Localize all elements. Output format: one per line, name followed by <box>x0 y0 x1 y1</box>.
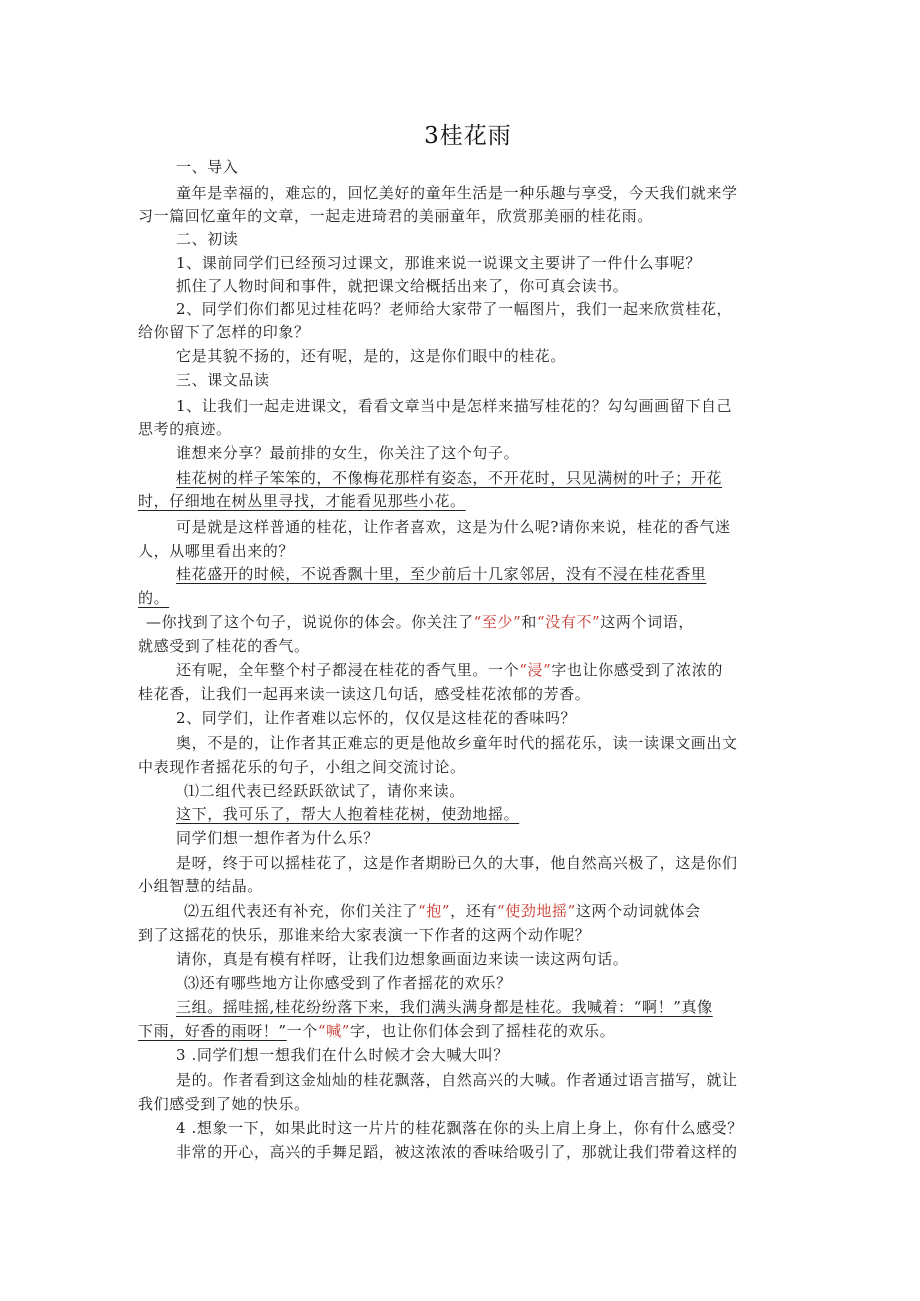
highlighted-word: “使劲地摇” <box>496 902 576 920</box>
text-segment: 字也让你感受到了浓浓的 <box>551 661 723 679</box>
highlighted-word: “没有不” <box>536 613 601 631</box>
quoted-sentence: 时，仔细地在树丛里寻找，才能看见那些小花。 <box>138 492 466 510</box>
paragraph-line: 中表现作者摇花乐的句子，小组之间交流讨论。 <box>138 758 466 776</box>
quoted-sentence: 桂花盛开的时候，不说香飘十里，至少前后十几家邻居，没有不浸在桂花香里 <box>176 565 707 583</box>
paragraph-line: 可是就是这样普通的桂花，让作者喜欢，这是为什么呢?请你来说，桂花的香气迷 <box>176 518 731 536</box>
text-segment: 一个 <box>286 1022 318 1040</box>
quoted-sentence: 桂花树的样子笨笨的，不像梅花那样有姿态，不开花时，只见满树的叶子；开花 <box>176 469 723 487</box>
highlighted-word: “抱” <box>418 902 451 920</box>
paragraph-line <box>146 612 694 632</box>
section-heading-text-reading: 三、课文品读 <box>176 371 270 389</box>
paragraph-line: 思考的痕迹。 <box>138 420 232 438</box>
paragraph-line: 非常的开心，高兴的手舞足蹈，被这浓浓的香味给吸引了，那就让我们带着这样的 <box>176 1143 738 1161</box>
paragraph-line: 3 .同学们想一想我们在什么时候才会大喊大叫？ <box>176 1046 509 1064</box>
section-heading-first-reading: 二、初读 <box>176 230 239 248</box>
quoted-sentence: 三组。摇哇摇,桂花纷纷落下来，我们满头满身都是桂花。我喊着：“啊！”真像 <box>176 998 713 1016</box>
paragraph-line: 童年是幸福的，难忘的，回忆美好的童年生活是一种乐趣与享受，今天我们就来学 <box>176 184 738 202</box>
quoted-sentence: 这下，我可乐了，帮大人抱着桂花树，使劲地摇。 <box>176 805 520 823</box>
paragraph-line: 请你，真是有模有样呀，让我们边想象画面边来读一读这两句话。 <box>176 950 629 968</box>
paragraph-line: 习一篇回忆童年的文章，一起走进琦君的美丽童年，欣赏那美丽的桂花雨。 <box>138 207 653 225</box>
highlighted-word: “浸” <box>519 661 552 679</box>
paragraph-line: 是的。作者看到这金灿灿的桂花飘落，自然高兴的大喊。作者通过语言描写，就让 <box>176 1071 738 1089</box>
paragraph-line: 2、同学们，让作者难以忘怀的，仅仅是这桂花的香味吗？ <box>176 709 577 727</box>
paragraph-line <box>176 660 723 680</box>
paragraph-line: 到了这摇花的快乐，那谁来给大家表演一下作者的这两个动作呢？ <box>138 926 591 944</box>
highlighted-word: “喊” <box>317 1022 351 1040</box>
text-segment: 和 <box>521 613 537 631</box>
page-title: 3桂花雨 <box>424 123 512 149</box>
paragraph-line: 就感受到了桂花的香气。 <box>138 637 310 655</box>
paragraph-line: 1、课前同学们已经预习过课文，那谁来说一说课文主要讲了一件什么事呢？ <box>176 254 701 272</box>
section-heading-intro: 一、导入 <box>176 158 239 176</box>
text-segment: ，还有 <box>450 902 497 920</box>
paragraph-line: 奥，不是的，让作者其正难忘的更是他故乡童年时代的摇花乐，读一读课文画出文 <box>176 734 738 752</box>
paragraph-line <box>184 901 701 921</box>
paragraph-line <box>138 1021 615 1041</box>
text-segment: 这两个词语， <box>600 613 694 631</box>
paragraph-line: 给你留下了怎样的印象？ <box>138 323 310 341</box>
paragraph-line: 我们感受到了她的快乐。 <box>138 1095 310 1113</box>
paragraph-line: 抓住了人物时间和事件，就把课文给概括出来了，你可真会读书。 <box>176 277 629 295</box>
highlighted-word: “至少” <box>473 613 522 631</box>
text-segment: ⑵五组代表还有补充，你们关注了 <box>184 902 419 920</box>
text-segment: 还有呢，全年整个村子都浸在桂花的香气里。一个 <box>176 661 520 679</box>
paragraph-line: 同学们想一想作者为什么乐？ <box>176 829 379 847</box>
paragraph-line: 桂花香，让我们一起再来读一读这几句话，感受桂花浓郁的芳香。 <box>138 685 591 703</box>
paragraph-line: 人，从哪里看出来的？ <box>138 542 295 560</box>
paragraph-line: 小组智慧的结晶。 <box>138 877 263 895</box>
text-segment: 字，也让你们体会到了摇桂花的欢乐。 <box>350 1022 616 1040</box>
text-segment: —你找到了这个句子，说说你的体会。你关注了 <box>146 613 474 631</box>
paragraph-line: 1、让我们一起走进课文，看看文章当中是怎样来描写桂花的？勾勾画画留下自己 <box>176 397 733 415</box>
quoted-sentence: 的。 <box>138 589 170 607</box>
paragraph-line: 谁想来分享？最前排的女生，你关注了这个句子。 <box>176 444 520 462</box>
paragraph-line: 是呀，终于可以摇桂花了，这是作者期盼已久的大事，他自然高兴极了，这是你们 <box>176 854 738 872</box>
paragraph-line: 4 .想象一下，如果此时这一片片的桂花飘落在你的头上肩上身上，你有什么感受？ <box>176 1119 743 1137</box>
paragraph-line: 它是其貌不扬的，还有呢，是的，这是你们眼中的桂花。 <box>176 347 567 365</box>
paragraph-line: 2、同学们你们都见过桂花吗？老师给大家带了一幅图片，我们一起来欣赏桂花， <box>176 300 733 318</box>
quoted-sentence: 下雨，好香的雨呀！” <box>138 1022 287 1040</box>
paragraph-line: ⑴二组代表已经跃跃欲试了，请你来读。 <box>184 782 465 800</box>
text-segment: 这两个动词就体会 <box>575 902 701 920</box>
paragraph-line: ⑶还有哪些地方让你感受到了作者摇花的欢乐？ <box>184 974 512 992</box>
